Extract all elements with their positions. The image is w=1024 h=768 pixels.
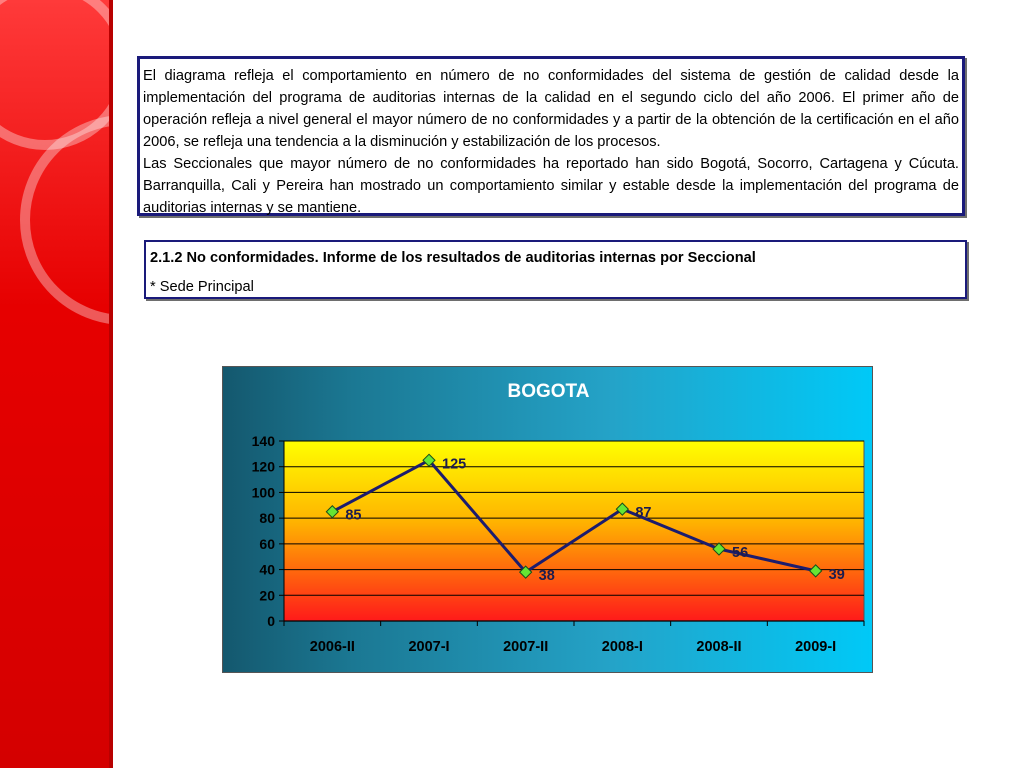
x-tick-label: 2009-I [795, 639, 837, 655]
y-tick-label: 140 [251, 433, 275, 449]
description-box [137, 56, 965, 216]
data-label: 56 [732, 545, 749, 561]
x-tick-label: 2008-I [601, 639, 643, 655]
line-chart [223, 367, 874, 674]
description-paragraph-2: Las Seccionales que mayor número de no conformidades ha reportado han sido Bogotá, Socorro, Cartagena y Cúcuta. Barranquilla, Cali y Pereira han mostrado un comportamiento similar y estable desde la implementación del programa de auditorias internas y se mantiene. [143, 156, 959, 216]
chart-container [222, 366, 873, 673]
description-paragraph-1: El diagrama refleja el comportamiento en número de no conformidades del sistema de gestión de calidad desde la implementación del programa de auditorias internas de la calidad en el segundo ciclo del año 2006. El primer año de operación refleja a nivel general el mayor número de no conformidades y a partir de la obtención de la certificación en el año 2006, se refleja una tendencia a la disminución y estabilización de los procesos. [143, 68, 959, 150]
y-tick-label: 60 [259, 535, 275, 552]
y-tick-label: 80 [259, 510, 275, 527]
data-label: 87 [635, 505, 652, 522]
x-tick-label: 2007-II [503, 639, 549, 655]
section-heading-box [144, 240, 967, 299]
plot-area [284, 441, 864, 621]
side-bar-edge [109, 0, 113, 768]
chart-title: BOGOTA [507, 381, 590, 402]
data-label: 39 [828, 566, 845, 583]
decorative-side-bar [0, 0, 113, 768]
x-tick-label: 2006-II [309, 639, 355, 655]
section-subtitle: * Sede Principal [150, 279, 254, 295]
data-label: 125 [442, 456, 467, 473]
y-tick-label: 20 [259, 587, 275, 604]
x-tick-label: 2008-II [696, 639, 742, 655]
data-label: 38 [538, 568, 555, 585]
y-tick-label: 40 [259, 561, 275, 578]
data-label: 85 [345, 507, 362, 524]
y-tick-label: 100 [251, 484, 275, 501]
y-tick-label: 0 [267, 613, 275, 629]
x-tick-label: 2007-I [408, 639, 450, 655]
y-tick-label: 120 [251, 458, 275, 475]
section-title: 2.1.2 No conformidades. Informe de los resultados de auditorias internas por Seccional [150, 250, 756, 266]
